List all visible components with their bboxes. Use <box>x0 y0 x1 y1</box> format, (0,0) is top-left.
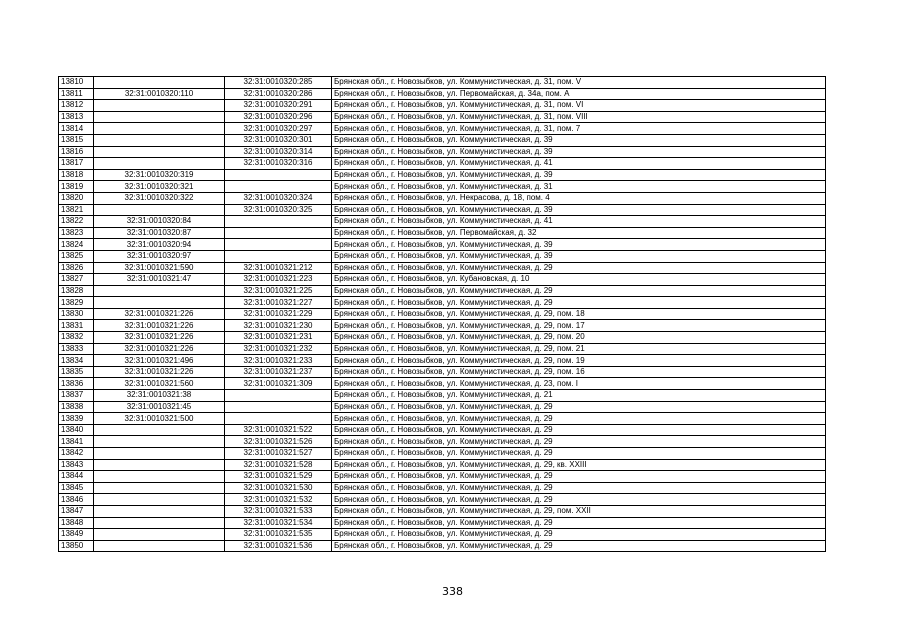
building-cadastral-number-cell: 32:31:0010321:536 <box>225 540 332 552</box>
address-cell: Брянская обл., г. Новозыбков, ул. Коммунистическая, д. 29 <box>332 401 826 413</box>
land-plot-cadastral-number-cell: 32:31:0010321:38 <box>94 390 225 402</box>
row-number-cell: 13814 <box>59 123 94 135</box>
row-number-cell: 13832 <box>59 332 94 344</box>
land-plot-cadastral-number-cell <box>94 134 225 146</box>
land-plot-cadastral-number-cell: 32:31:0010320:322 <box>94 192 225 204</box>
row-number-cell: 13833 <box>59 343 94 355</box>
building-cadastral-number-cell <box>225 239 332 251</box>
row-number-cell: 13818 <box>59 169 94 181</box>
address-cell: Брянская обл., г. Новозыбков, ул. Коммунистическая, д. 41 <box>332 158 826 170</box>
address-cell: Брянская обл., г. Новозыбков, ул. Коммунистическая, д. 29, пом. 18 <box>332 308 826 320</box>
table-row <box>59 413 826 425</box>
address-cell: Брянская обл., г. Новозыбков, ул. Некрасова, д. 18, пом. 4 <box>332 192 826 204</box>
land-plot-cadastral-number-cell <box>94 204 225 216</box>
building-cadastral-number-cell <box>225 169 332 181</box>
page-number: 338 <box>442 585 463 598</box>
registry-table <box>58 76 826 552</box>
land-plot-cadastral-number-cell <box>94 529 225 541</box>
building-cadastral-number-cell: 32:31:0010321:212 <box>225 262 332 274</box>
building-cadastral-number-cell <box>225 250 332 262</box>
building-cadastral-number-cell: 32:31:0010321:223 <box>225 274 332 286</box>
table-row <box>59 146 826 158</box>
land-plot-cadastral-number-cell: 32:31:0010320:84 <box>94 216 225 228</box>
building-cadastral-number-cell <box>225 216 332 228</box>
building-cadastral-number-cell <box>225 401 332 413</box>
row-number-cell: 13849 <box>59 529 94 541</box>
building-cadastral-number-cell: 32:31:0010320:285 <box>225 77 332 89</box>
building-cadastral-number-cell: 32:31:0010321:530 <box>225 482 332 494</box>
building-cadastral-number-cell: 32:31:0010320:297 <box>225 123 332 135</box>
row-number-cell: 13820 <box>59 192 94 204</box>
address-cell: Брянская обл., г. Новозыбков, ул. Коммунистическая, д. 29 <box>332 529 826 541</box>
row-number-cell: 13840 <box>59 424 94 436</box>
table-row <box>59 540 826 552</box>
address-cell: Брянская обл., г. Новозыбков, ул. Коммунистическая, д. 39 <box>332 204 826 216</box>
row-number-cell: 13825 <box>59 250 94 262</box>
table-row <box>59 169 826 181</box>
land-plot-cadastral-number-cell: 32:31:0010320:97 <box>94 250 225 262</box>
table-row <box>59 262 826 274</box>
land-plot-cadastral-number-cell <box>94 471 225 483</box>
table-row <box>59 471 826 483</box>
address-cell: Брянская обл., г. Новозыбков, ул. Первомайская, д. 34а, пом. А <box>332 88 826 100</box>
address-cell: Брянская обл., г. Новозыбков, ул. Первомайская, д. 32 <box>332 227 826 239</box>
land-plot-cadastral-number-cell: 32:31:0010320:87 <box>94 227 225 239</box>
land-plot-cadastral-number-cell: 32:31:0010320:110 <box>94 88 225 100</box>
table-row <box>59 77 826 89</box>
building-cadastral-number-cell: 32:31:0010321:232 <box>225 343 332 355</box>
address-cell: Брянская обл., г. Новозыбков, ул. Коммунистическая, д. 29 <box>332 471 826 483</box>
row-number-cell: 13819 <box>59 181 94 193</box>
land-plot-cadastral-number-cell <box>94 285 225 297</box>
land-plot-cadastral-number-cell: 32:31:0010321:47 <box>94 274 225 286</box>
building-cadastral-number-cell: 32:31:0010321:532 <box>225 494 332 506</box>
building-cadastral-number-cell: 32:31:0010321:225 <box>225 285 332 297</box>
row-number-cell: 13810 <box>59 77 94 89</box>
address-cell: Брянская обл., г. Новозыбков, ул. Кубановская, д. 10 <box>332 274 826 286</box>
address-cell: Брянская обл., г. Новозыбков, ул. Коммунистическая, д. 29, пом. 21 <box>332 343 826 355</box>
table-row <box>59 494 826 506</box>
row-number-cell: 13813 <box>59 111 94 123</box>
land-plot-cadastral-number-cell: 32:31:0010321:226 <box>94 343 225 355</box>
table-row <box>59 88 826 100</box>
building-cadastral-number-cell: 32:31:0010321:533 <box>225 505 332 517</box>
building-cadastral-number-cell: 32:31:0010321:529 <box>225 471 332 483</box>
row-number-cell: 13831 <box>59 320 94 332</box>
land-plot-cadastral-number-cell: 32:31:0010321:560 <box>94 378 225 390</box>
row-number-cell: 13822 <box>59 216 94 228</box>
row-number-cell: 13827 <box>59 274 94 286</box>
table-row <box>59 100 826 112</box>
building-cadastral-number-cell: 32:31:0010321:522 <box>225 424 332 436</box>
row-number-cell: 13829 <box>59 297 94 309</box>
land-plot-cadastral-number-cell <box>94 459 225 471</box>
table-row <box>59 424 826 436</box>
address-cell: Брянская обл., г. Новозыбков, ул. Коммунистическая, д. 29 <box>332 482 826 494</box>
address-cell: Брянская обл., г. Новозыбков, ул. Коммунистическая, д. 29 <box>332 448 826 460</box>
table-row <box>59 378 826 390</box>
table-row <box>59 250 826 262</box>
building-cadastral-number-cell: 32:31:0010321:526 <box>225 436 332 448</box>
address-cell: Брянская обл., г. Новозыбков, ул. Коммунистическая, д. 41 <box>332 216 826 228</box>
land-plot-cadastral-number-cell: 32:31:0010321:590 <box>94 262 225 274</box>
land-plot-cadastral-number-cell: 32:31:0010320:321 <box>94 181 225 193</box>
address-cell: Брянская обл., г. Новозыбков, ул. Коммунистическая, д. 29 <box>332 262 826 274</box>
table-row <box>59 482 826 494</box>
row-number-cell: 13842 <box>59 448 94 460</box>
building-cadastral-number-cell: 32:31:0010321:527 <box>225 448 332 460</box>
row-number-cell: 13817 <box>59 158 94 170</box>
building-cadastral-number-cell: 32:31:0010321:535 <box>225 529 332 541</box>
building-cadastral-number-cell: 32:31:0010320:301 <box>225 134 332 146</box>
table-row <box>59 158 826 170</box>
table-row <box>59 285 826 297</box>
row-number-cell: 13823 <box>59 227 94 239</box>
address-cell: Брянская обл., г. Новозыбков, ул. Коммунистическая, д. 23, пом. I <box>332 378 826 390</box>
land-plot-cadastral-number-cell <box>94 494 225 506</box>
land-plot-cadastral-number-cell: 32:31:0010320:319 <box>94 169 225 181</box>
row-number-cell: 13811 <box>59 88 94 100</box>
row-number-cell: 13844 <box>59 471 94 483</box>
land-plot-cadastral-number-cell <box>94 517 225 529</box>
table-row <box>59 529 826 541</box>
address-cell: Брянская обл., г. Новозыбков, ул. Коммунистическая, д. 29, кв. XXIII <box>332 459 826 471</box>
row-number-cell: 13824 <box>59 239 94 251</box>
land-plot-cadastral-number-cell <box>94 111 225 123</box>
building-cadastral-number-cell: 32:31:0010321:229 <box>225 308 332 320</box>
address-cell: Брянская обл., г. Новозыбков, ул. Коммунистическая, д. 29 <box>332 285 826 297</box>
row-number-cell: 13816 <box>59 146 94 158</box>
table-row <box>59 111 826 123</box>
land-plot-cadastral-number-cell <box>94 424 225 436</box>
table-row <box>59 448 826 460</box>
row-number-cell: 13821 <box>59 204 94 216</box>
row-number-cell: 13837 <box>59 390 94 402</box>
table-row <box>59 390 826 402</box>
table-row <box>59 123 826 135</box>
land-plot-cadastral-number-cell <box>94 100 225 112</box>
land-plot-cadastral-number-cell <box>94 146 225 158</box>
land-plot-cadastral-number-cell: 32:31:0010321:226 <box>94 320 225 332</box>
land-plot-cadastral-number-cell: 32:31:0010321:226 <box>94 332 225 344</box>
address-cell: Брянская обл., г. Новозыбков, ул. Коммунистическая, д. 29 <box>332 436 826 448</box>
building-cadastral-number-cell: 32:31:0010320:286 <box>225 88 332 100</box>
land-plot-cadastral-number-cell: 32:31:0010321:226 <box>94 308 225 320</box>
land-plot-cadastral-number-cell: 32:31:0010321:500 <box>94 413 225 425</box>
building-cadastral-number-cell <box>225 227 332 239</box>
building-cadastral-number-cell: 32:31:0010320:324 <box>225 192 332 204</box>
address-cell: Брянская обл., г. Новозыбков, ул. Коммунистическая, д. 29, пом. 20 <box>332 332 826 344</box>
table-row <box>59 355 826 367</box>
building-cadastral-number-cell: 32:31:0010320:316 <box>225 158 332 170</box>
land-plot-cadastral-number-cell <box>94 123 225 135</box>
building-cadastral-number-cell: 32:31:0010321:534 <box>225 517 332 529</box>
building-cadastral-number-cell: 32:31:0010320:291 <box>225 100 332 112</box>
row-number-cell: 13836 <box>59 378 94 390</box>
table-row <box>59 436 826 448</box>
address-cell: Брянская обл., г. Новозыбков, ул. Коммунистическая, д. 39 <box>332 169 826 181</box>
table-row <box>59 332 826 344</box>
table-row <box>59 227 826 239</box>
address-cell: Брянская обл., г. Новозыбков, ул. Коммунистическая, д. 21 <box>332 390 826 402</box>
land-plot-cadastral-number-cell <box>94 505 225 517</box>
land-plot-cadastral-number-cell <box>94 158 225 170</box>
land-plot-cadastral-number-cell <box>94 77 225 89</box>
building-cadastral-number-cell <box>225 413 332 425</box>
address-cell: Брянская обл., г. Новозыбков, ул. Коммунистическая, д. 29, пом. XXII <box>332 505 826 517</box>
building-cadastral-number-cell: 32:31:0010321:233 <box>225 355 332 367</box>
row-number-cell: 13843 <box>59 459 94 471</box>
row-number-cell: 13848 <box>59 517 94 529</box>
table-row <box>59 192 826 204</box>
table-row <box>59 239 826 251</box>
row-number-cell: 13828 <box>59 285 94 297</box>
land-plot-cadastral-number-cell <box>94 297 225 309</box>
building-cadastral-number-cell: 32:31:0010321:528 <box>225 459 332 471</box>
land-plot-cadastral-number-cell <box>94 436 225 448</box>
building-cadastral-number-cell: 32:31:0010321:230 <box>225 320 332 332</box>
land-plot-cadastral-number-cell: 32:31:0010321:226 <box>94 366 225 378</box>
table-row <box>59 505 826 517</box>
row-number-cell: 13850 <box>59 540 94 552</box>
land-plot-cadastral-number-cell <box>94 448 225 460</box>
row-number-cell: 13835 <box>59 366 94 378</box>
address-cell: Брянская обл., г. Новозыбков, ул. Коммунистическая, д. 31, пом. VIII <box>332 111 826 123</box>
table-row <box>59 204 826 216</box>
row-number-cell: 13830 <box>59 308 94 320</box>
registry-table-body <box>59 77 826 552</box>
table-row <box>59 459 826 471</box>
building-cadastral-number-cell: 32:31:0010320:296 <box>225 111 332 123</box>
table-row <box>59 366 826 378</box>
address-cell: Брянская обл., г. Новозыбков, ул. Коммунистическая, д. 39 <box>332 146 826 158</box>
land-plot-cadastral-number-cell <box>94 540 225 552</box>
table-row <box>59 274 826 286</box>
address-cell: Брянская обл., г. Новозыбков, ул. Коммунистическая, д. 39 <box>332 134 826 146</box>
table-row <box>59 517 826 529</box>
address-cell: Брянская обл., г. Новозыбков, ул. Коммунистическая, д. 29 <box>332 413 826 425</box>
row-number-cell: 13847 <box>59 505 94 517</box>
building-cadastral-number-cell: 32:31:0010321:237 <box>225 366 332 378</box>
building-cadastral-number-cell: 32:31:0010320:314 <box>225 146 332 158</box>
row-number-cell: 13826 <box>59 262 94 274</box>
address-cell: Брянская обл., г. Новозыбков, ул. Коммунистическая, д. 29 <box>332 297 826 309</box>
table-row <box>59 401 826 413</box>
address-cell: Брянская обл., г. Новозыбков, ул. Коммунистическая, д. 31, пом. 7 <box>332 123 826 135</box>
table-row <box>59 134 826 146</box>
land-plot-cadastral-number-cell: 32:31:0010320:94 <box>94 239 225 251</box>
address-cell: Брянская обл., г. Новозыбков, ул. Коммунистическая, д. 29 <box>332 494 826 506</box>
address-cell: Брянская обл., г. Новозыбков, ул. Коммунистическая, д. 29 <box>332 424 826 436</box>
address-cell: Брянская обл., г. Новозыбков, ул. Коммунистическая, д. 31 <box>332 181 826 193</box>
table-row <box>59 308 826 320</box>
address-cell: Брянская обл., г. Новозыбков, ул. Коммунистическая, д. 31, пом. VI <box>332 100 826 112</box>
row-number-cell: 13845 <box>59 482 94 494</box>
table-row <box>59 181 826 193</box>
address-cell: Брянская обл., г. Новозыбков, ул. Коммунистическая, д. 29, пом. 17 <box>332 320 826 332</box>
building-cadastral-number-cell: 32:31:0010320:325 <box>225 204 332 216</box>
building-cadastral-number-cell: 32:31:0010321:231 <box>225 332 332 344</box>
table-row <box>59 343 826 355</box>
row-number-cell: 13812 <box>59 100 94 112</box>
address-cell: Брянская обл., г. Новозыбков, ул. Коммунистическая, д. 39 <box>332 250 826 262</box>
land-plot-cadastral-number-cell: 32:31:0010321:45 <box>94 401 225 413</box>
address-cell: Брянская обл., г. Новозыбков, ул. Коммунистическая, д. 29, пом. 19 <box>332 355 826 367</box>
address-cell: Брянская обл., г. Новозыбков, ул. Коммунистическая, д. 29 <box>332 517 826 529</box>
building-cadastral-number-cell <box>225 181 332 193</box>
address-cell: Брянская обл., г. Новозыбков, ул. Коммунистическая, д. 29, пом. 16 <box>332 366 826 378</box>
table-row <box>59 216 826 228</box>
address-cell: Брянская обл., г. Новозыбков, ул. Коммунистическая, д. 39 <box>332 239 826 251</box>
building-cadastral-number-cell: 32:31:0010321:227 <box>225 297 332 309</box>
row-number-cell: 13838 <box>59 401 94 413</box>
table-row <box>59 297 826 309</box>
table-row <box>59 320 826 332</box>
building-cadastral-number-cell: 32:31:0010321:309 <box>225 378 332 390</box>
address-cell: Брянская обл., г. Новозыбков, ул. Коммунистическая, д. 31, пом. V <box>332 77 826 89</box>
row-number-cell: 13815 <box>59 134 94 146</box>
row-number-cell: 13839 <box>59 413 94 425</box>
address-cell: Брянская обл., г. Новозыбков, ул. Коммунистическая, д. 29 <box>332 540 826 552</box>
row-number-cell: 13846 <box>59 494 94 506</box>
row-number-cell: 13834 <box>59 355 94 367</box>
land-plot-cadastral-number-cell <box>94 482 225 494</box>
land-plot-cadastral-number-cell: 32:31:0010321:496 <box>94 355 225 367</box>
building-cadastral-number-cell <box>225 390 332 402</box>
row-number-cell: 13841 <box>59 436 94 448</box>
